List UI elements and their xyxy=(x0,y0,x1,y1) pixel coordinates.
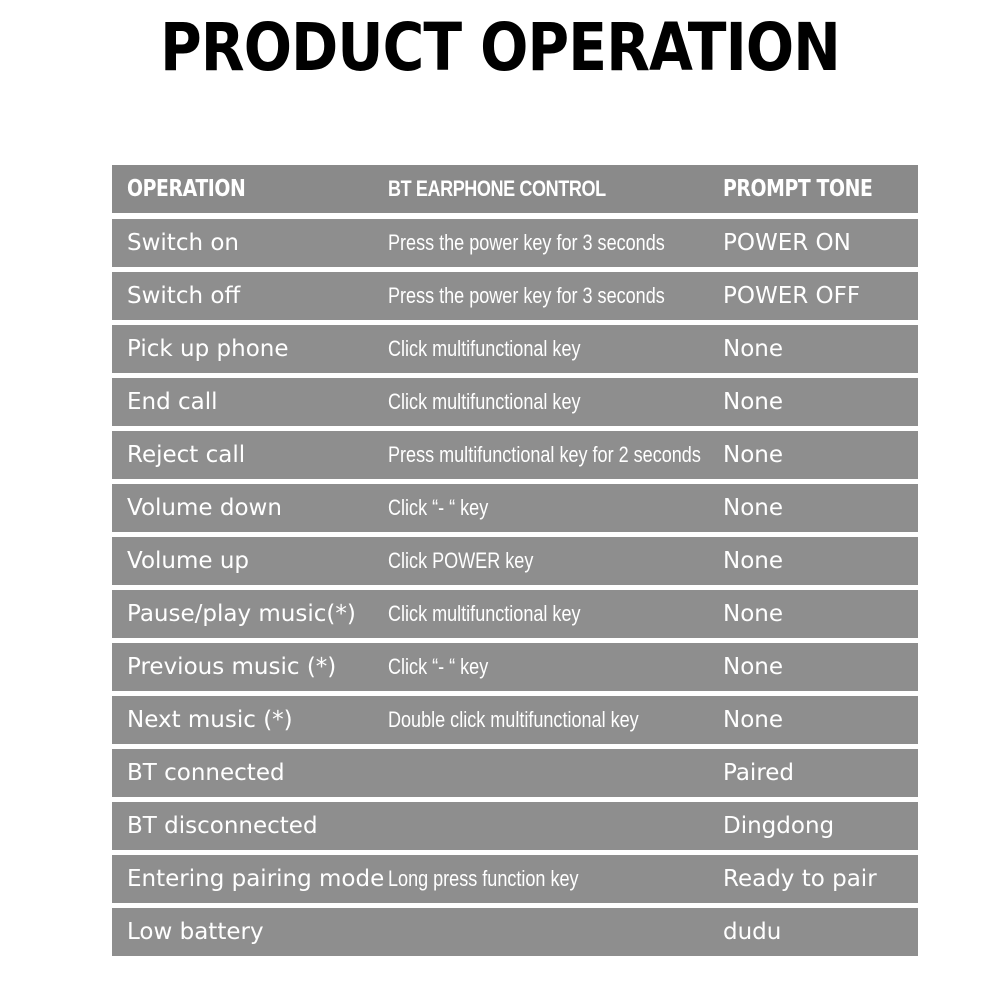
table-header-row xyxy=(112,165,918,213)
tone-cell: Dingdong xyxy=(723,813,835,839)
operation-cell: Reject call xyxy=(127,442,246,468)
operation-cell: Next music (*) xyxy=(127,707,293,733)
operation-cell: Switch off xyxy=(127,283,241,309)
operation-cell: Pick up phone xyxy=(127,336,289,362)
table-row xyxy=(112,855,918,903)
operation-cell: BT disconnected xyxy=(127,813,318,839)
control-cell: Click multifunctional key xyxy=(388,389,581,414)
operation-cell: Pause/play music(*) xyxy=(127,601,356,627)
operation-cell: Switch on xyxy=(127,230,240,256)
table-row xyxy=(112,272,918,320)
tone-cell: POWER ON xyxy=(723,230,851,256)
operation-cell: Volume up xyxy=(127,548,250,574)
tone-cell: None xyxy=(723,601,784,627)
table-row xyxy=(112,749,918,797)
table-row xyxy=(112,908,918,956)
tone-cell: POWER OFF xyxy=(723,283,861,309)
tone-cell: None xyxy=(723,495,784,521)
table-row xyxy=(112,802,918,850)
operation-cell: Low battery xyxy=(127,919,264,945)
control-cell: Click multifunctional key xyxy=(388,336,581,361)
operation-cell: Entering pairing mode xyxy=(127,866,385,892)
control-cell: Press multifunctional key for 2 seconds xyxy=(388,442,701,467)
operation-cell: BT connected xyxy=(127,760,285,786)
header-prompt-tone: PROMPT TONE xyxy=(723,176,873,202)
tone-cell: Ready to pair xyxy=(723,866,877,892)
tone-cell: None xyxy=(723,389,784,415)
table-row xyxy=(112,643,918,691)
page-title: PRODUCT OPERATION xyxy=(160,9,840,86)
tone-cell: None xyxy=(723,336,784,362)
operation-cell: End call xyxy=(127,389,218,415)
control-cell: Click multifunctional key xyxy=(388,601,581,626)
control-cell: Click POWER key xyxy=(388,548,534,573)
tone-cell: None xyxy=(723,654,784,680)
table-row xyxy=(112,537,918,585)
operation-table xyxy=(112,165,918,961)
tone-cell: None xyxy=(723,442,784,468)
tone-cell: Paired xyxy=(723,760,795,786)
table-row xyxy=(112,325,918,373)
table-row xyxy=(112,484,918,532)
tone-cell: dudu xyxy=(723,919,782,945)
tone-cell: None xyxy=(723,548,784,574)
tone-cell: None xyxy=(723,707,784,733)
control-cell: Long press function key xyxy=(388,866,579,891)
table-row xyxy=(112,590,918,638)
control-cell: Click “- “ key xyxy=(388,654,489,679)
header-bt-earphone-control: BT EARPHONE CONTROL xyxy=(388,176,606,201)
table-row xyxy=(112,378,918,426)
operation-cell: Volume down xyxy=(127,495,282,521)
header-operation: OPERATION xyxy=(127,176,246,202)
table-row xyxy=(112,431,918,479)
table-row xyxy=(112,696,918,744)
control-cell: Press the power key for 3 seconds xyxy=(388,283,665,308)
control-cell: Double click multifunctional key xyxy=(388,707,639,732)
operation-cell: Previous music (*) xyxy=(127,654,337,680)
control-cell: Click “- “ key xyxy=(388,495,489,520)
table-row xyxy=(112,219,918,267)
control-cell: Press the power key for 3 seconds xyxy=(388,230,665,255)
